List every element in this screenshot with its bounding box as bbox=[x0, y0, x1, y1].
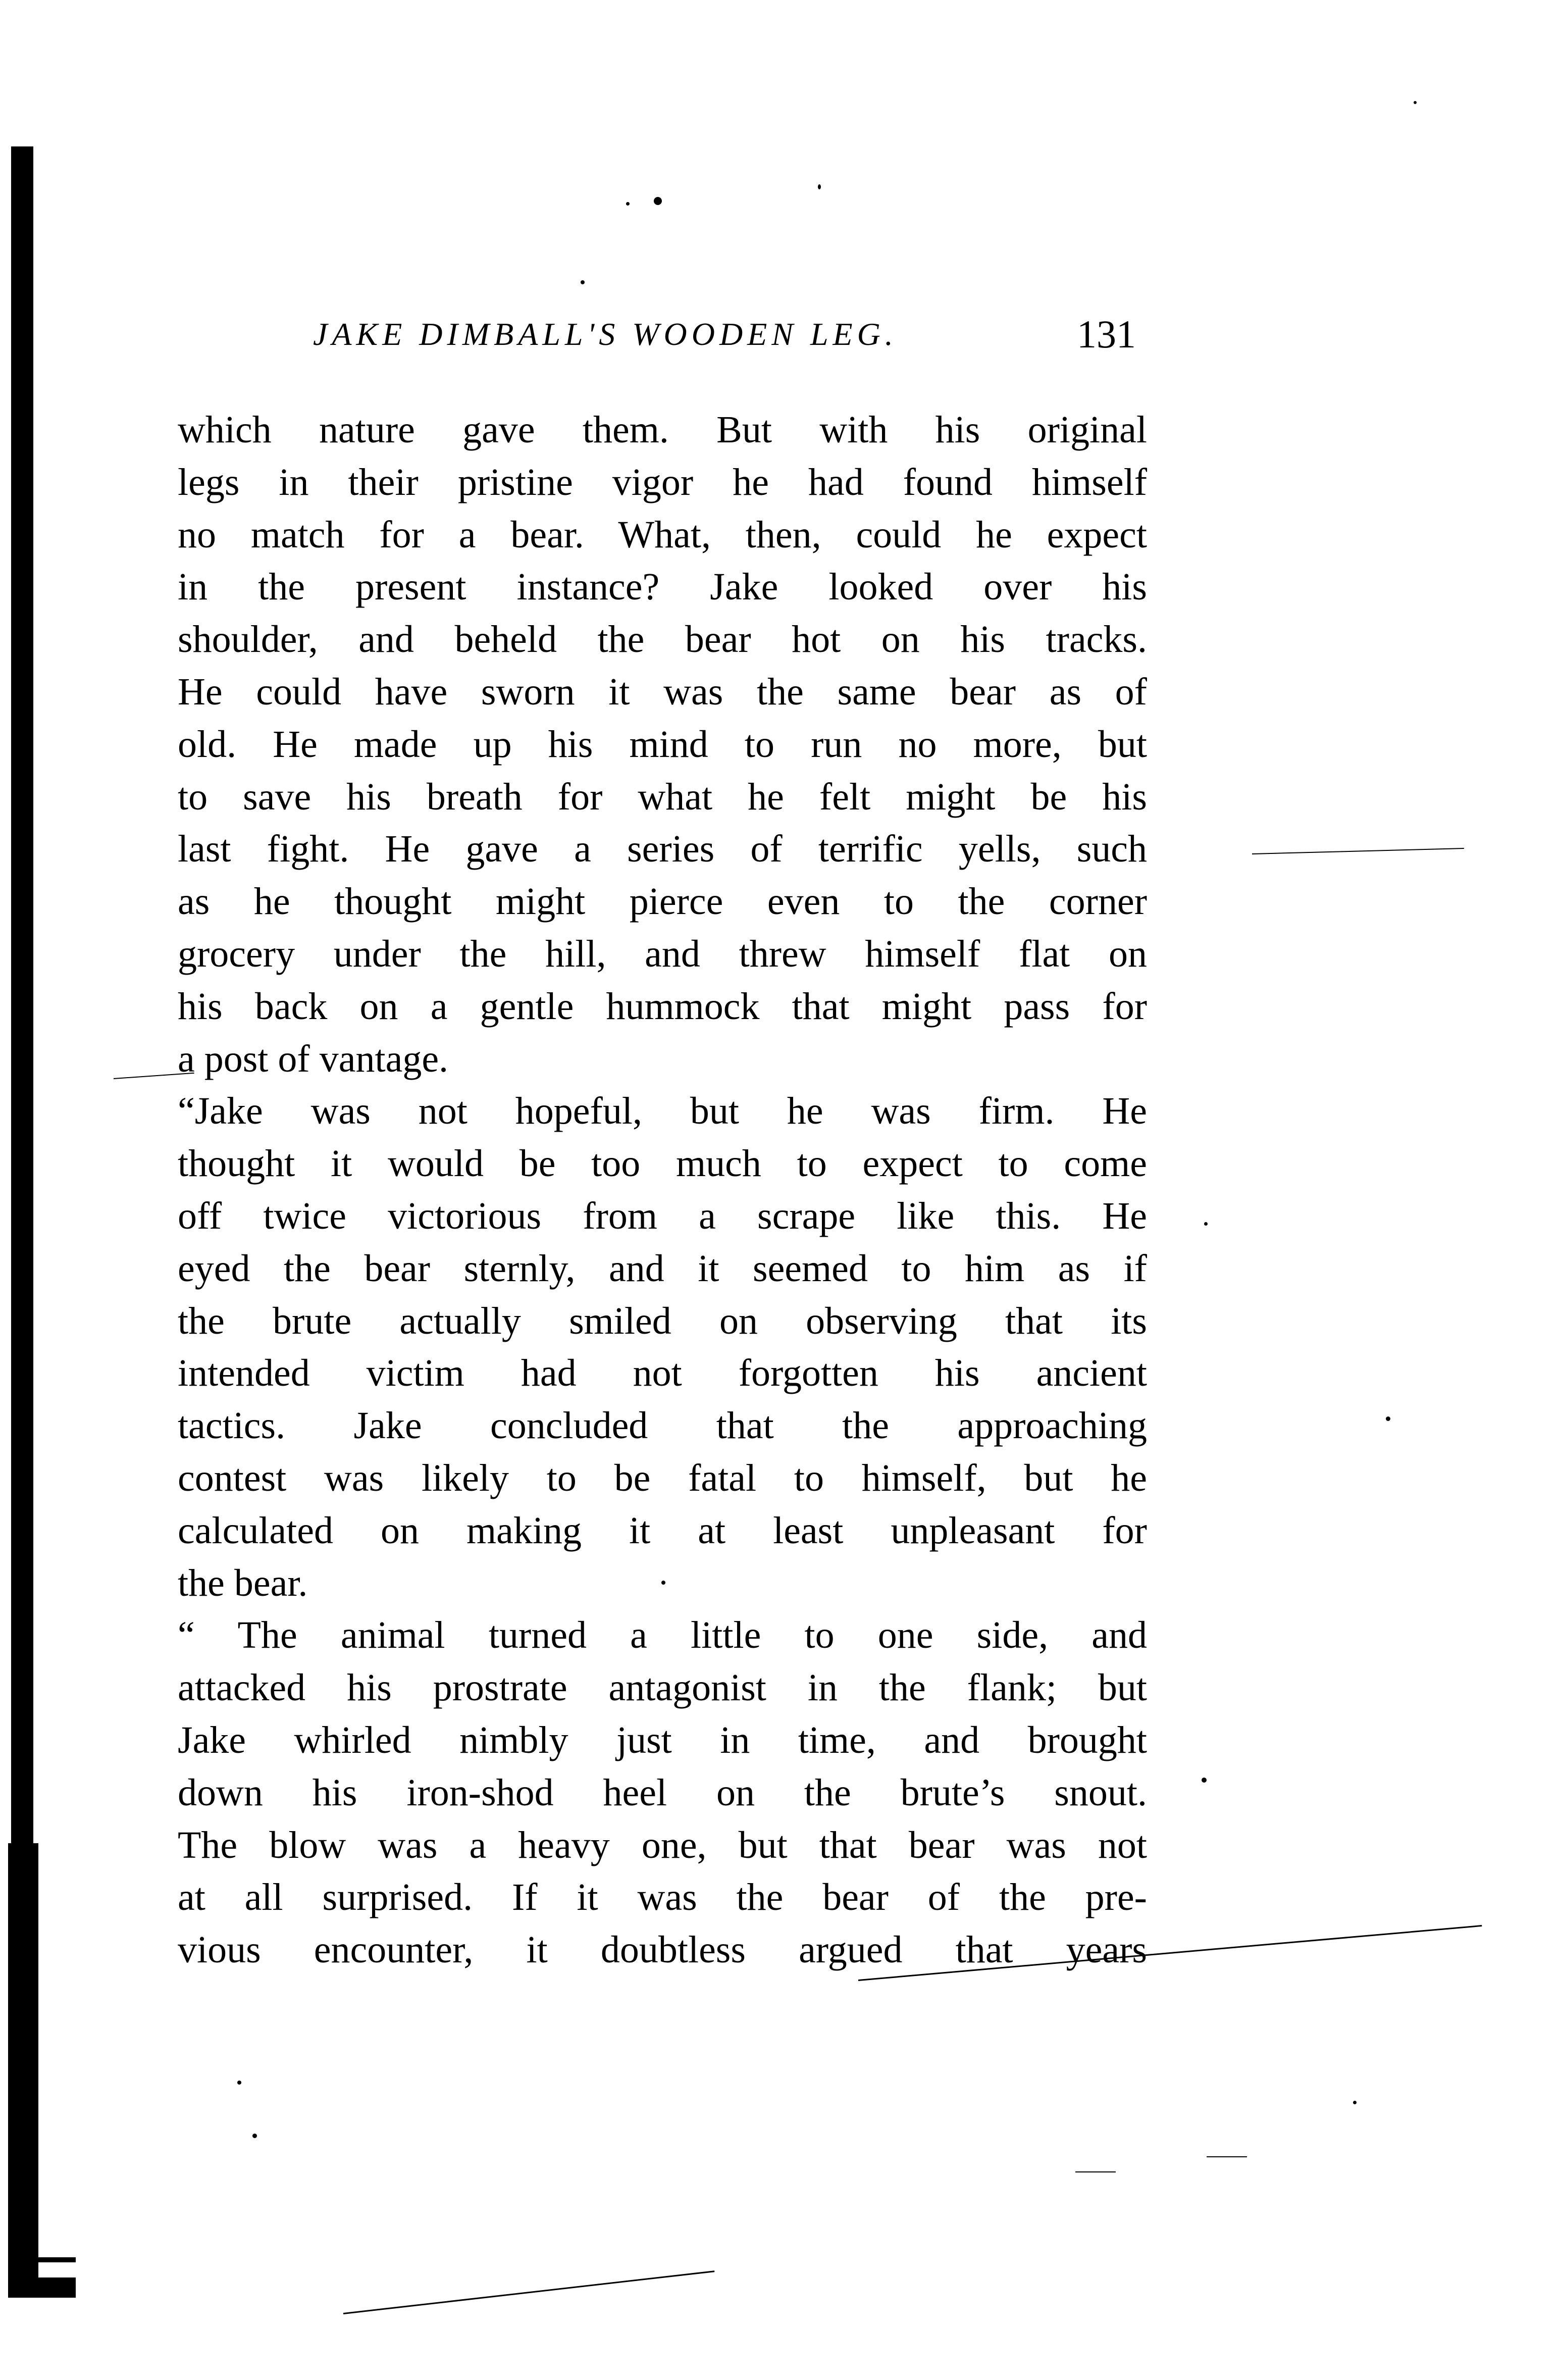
text-line: He could have sworn it was the same bear as of bbox=[178, 670, 1147, 713]
scan-speck bbox=[626, 202, 630, 206]
text-line: shoulder, and beheld the bear hot on his tracks. bbox=[178, 618, 1147, 661]
scan-speck bbox=[1414, 101, 1417, 104]
binding-foot-block bbox=[10, 2277, 76, 2298]
text-line: to save his breath for what he felt might be his bbox=[178, 775, 1147, 818]
scan-scratch bbox=[1252, 848, 1464, 854]
text-line: contest was likely to be fatal to himself, but he bbox=[178, 1456, 1147, 1499]
text-line: tactics. Jake concluded that the approaching bbox=[178, 1404, 1147, 1447]
text-line: a post of vantage. bbox=[178, 1037, 449, 1080]
text-line: legs in their pristine vigor he had found himself bbox=[178, 461, 1147, 503]
text-line: down his iron-shod heel on the brute’s snout. bbox=[178, 1771, 1147, 1814]
scan-scratch bbox=[1207, 2156, 1247, 2157]
text-line: no match for a bear. What, then, could he expect bbox=[178, 513, 1147, 556]
scan-speck bbox=[654, 197, 662, 205]
text-line: the brute actually smiled on observing that its bbox=[178, 1299, 1147, 1342]
text-line: intended victim had not forgotten his ancient bbox=[178, 1352, 1147, 1395]
text-line: last fight. He gave a series of terrific yells, such bbox=[178, 828, 1147, 871]
text-line: off twice victorious from a scrape like this. He bbox=[178, 1194, 1147, 1237]
body-text bbox=[178, 404, 1147, 1977]
running-head: JAKE DIMBALL'S WOODEN LEG. bbox=[313, 316, 898, 352]
text-line: grocery under the hill, and threw himself flat on bbox=[178, 932, 1147, 975]
text-line: calculated on making it at least unpleasant for bbox=[178, 1509, 1147, 1552]
scan-speck bbox=[1202, 1778, 1207, 1783]
page-header bbox=[313, 312, 1136, 371]
text-line: at all surprised. If it was the bear of the pre- bbox=[178, 1876, 1147, 1919]
text-line: “ The animal turned a little to one side, and bbox=[178, 1614, 1147, 1657]
text-line: in the present instance? Jake looked over his bbox=[178, 566, 1147, 609]
text-line: the bear. bbox=[178, 1561, 308, 1604]
binding-foot-mark bbox=[10, 2257, 76, 2262]
page-number: 131 bbox=[1077, 312, 1136, 356]
text-line: Jake whirled nimbly just in time, and brought bbox=[178, 1718, 1147, 1761]
scan-speck bbox=[1353, 2101, 1357, 2104]
text-line: vious encounter, it doubtless argued that years bbox=[178, 1929, 1147, 1971]
scan-speck bbox=[818, 184, 821, 189]
text-line: as he thought might pierce even to the corner bbox=[178, 880, 1147, 923]
text-line: The blow was a heavy one, but that bear was not bbox=[178, 1824, 1147, 1866]
scan-speck bbox=[1386, 1416, 1390, 1421]
text-line: old. He made up his mind to run no more, but bbox=[178, 723, 1147, 766]
text-line: thought it would be too much to expect to come bbox=[178, 1142, 1147, 1185]
text-line: eyed the bear sternly, and it seemed to him as if bbox=[178, 1247, 1147, 1290]
text-line: which nature gave them. But with his original bbox=[178, 409, 1147, 451]
text-line: “Jake was not hopeful, but he was firm. He bbox=[178, 1090, 1147, 1133]
text-line: his back on a gentle hummock that might pass for bbox=[178, 985, 1147, 1028]
scan-speck bbox=[661, 1581, 665, 1585]
scan-scratch bbox=[343, 2270, 715, 2314]
scan-speck bbox=[581, 280, 585, 284]
scan-speck bbox=[1204, 1222, 1208, 1226]
scan-speck bbox=[237, 2081, 241, 2085]
scan-scratch bbox=[1075, 2171, 1116, 2172]
scan-speck bbox=[252, 2134, 257, 2138]
text-line: attacked his prostrate antagonist in the flank; but bbox=[178, 1666, 1147, 1709]
binding-edge-shadow-lower bbox=[8, 1843, 38, 2298]
